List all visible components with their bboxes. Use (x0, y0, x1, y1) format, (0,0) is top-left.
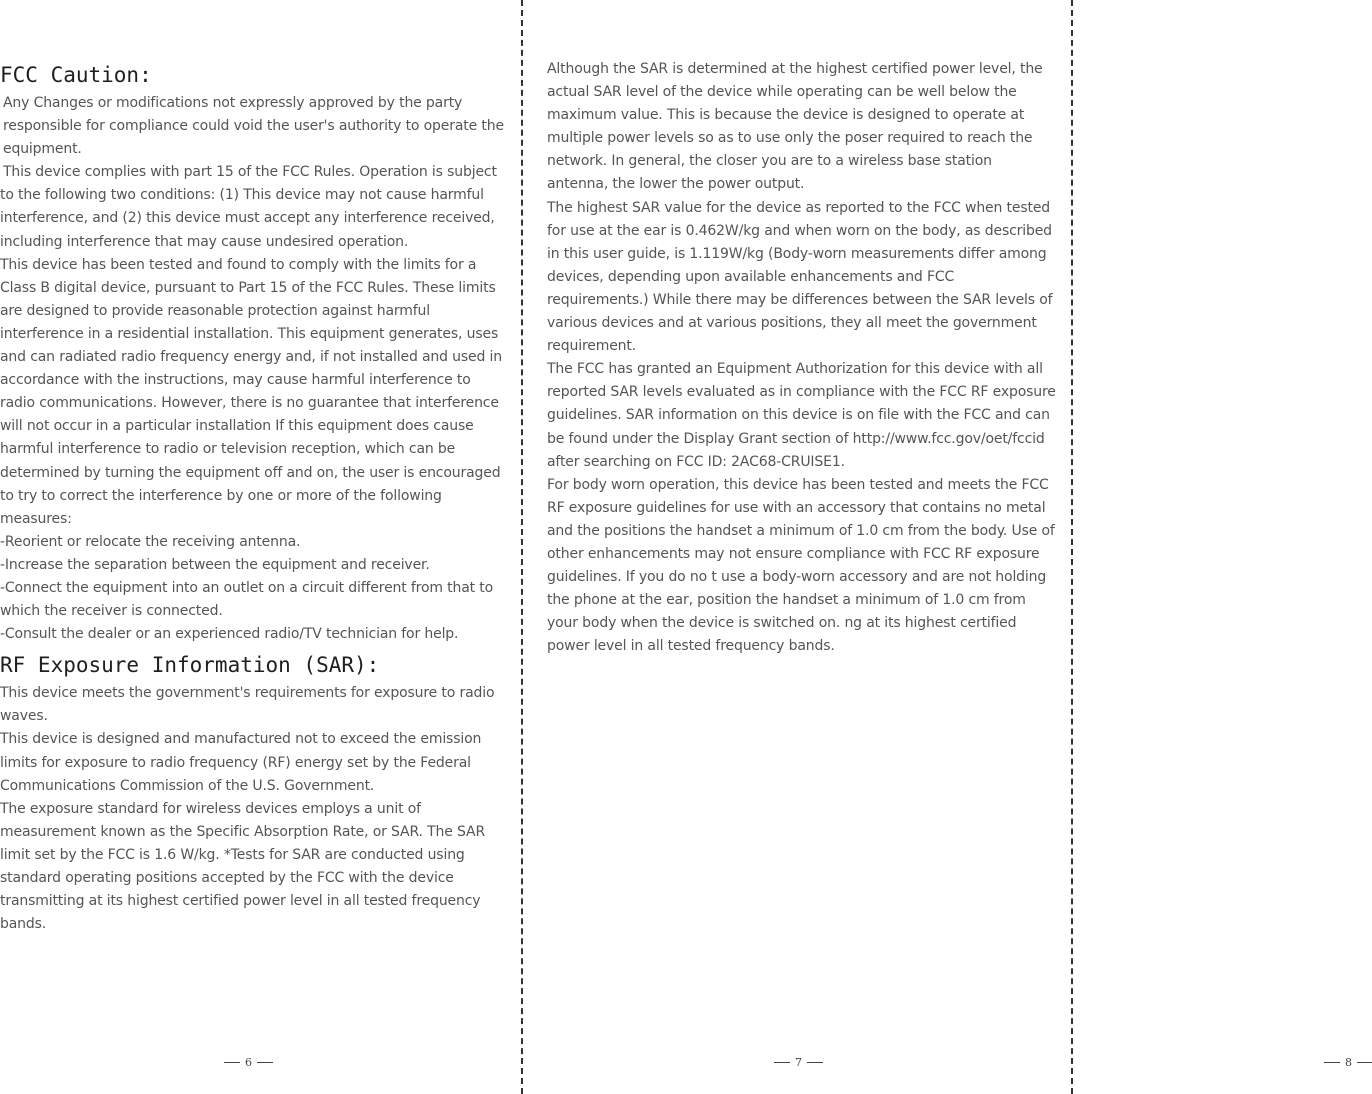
rf-paragraph: This device is designed and manufactured not to exceed the emission limits for exposure to radio frequency (RF) energy set by the Federal Communications Commission of the U.S. Government. (0, 731, 482, 794)
fcc-measure-item: -Reorient or relocate the receiving antenna. (0, 533, 301, 550)
page-number-label: 8 (1345, 1056, 1352, 1069)
fcc-measure-item: -Connect the equipment into an outlet on a circuit different from that to which the receiver is connected. (0, 579, 494, 620)
sar-paragraph: The highest SAR value for the device as reported to the FCC when tested for use at the ear is 0.462W/kg and when worn on the body, as described in this user guide, is 1.119W/kg (Body-worn measurements differ among devices, depending upon available enhancements and FCC requirements.) While there may be differences between the SAR levels of various devices and at various positions, they all meet the government requirement. (547, 199, 1053, 355)
page-number-label: 7 (795, 1056, 802, 1069)
sar-paragraph: Although the SAR is determined at the highest certified power level, the actual SAR level of the device while operating can be well below the maximum value. This is because the device is designed to operate at multiple power levels so as to use only the poser required to reach the network. In general, the closer you are to a wireless base station antenna, the lower the power output. (547, 61, 1043, 193)
rf-exposure-heading: RF Exposure Information (SAR): (0, 653, 380, 678)
fold-line-right (1071, 0, 1073, 1094)
rf-paragraph: This device meets the government's requirements for exposure to radio waves. (0, 685, 495, 725)
page-number-8 (1324, 1056, 1372, 1069)
fcc-measure-item: -Consult the dealer or an experienced radio/TV technician for help. (0, 626, 459, 643)
fold-line-left (521, 0, 523, 1094)
page-number-label: 6 (245, 1056, 252, 1069)
fcc-caution-heading: FCC Caution: (0, 63, 152, 87)
fcc-paragraph: This device has been tested and found to comply with the limits for a Class B digital device, pursuant to Part 15 of the FCC Rules. These limits are designed to provide reasonable protection against harmful interference in a residential installation. This equipment generates, uses and can radiated radio frequency energy and, if not installed and used in accordance with the instructions, may cause harmful interference to radio communications. However, there is no guarantee that interference will not occur in a particular installation If this equipment does cause harmful interference to radio or television reception, which can be determined by turning the equipment off and on, the user is encouraged to try to correct the interference by one or more of the following measures: (0, 256, 503, 527)
page-6-column (0, 61, 506, 936)
rf-paragraph: The exposure standard for wireless devices employs a unit of measurement known as the Specific Absorption Rate, or SAR. The SAR limit set by the FCC is 1.6 W/kg. *Tests for SAR are conducted using standard operating positions accepted by the FCC with the device transmitting at its highest certified power level in all tested frequency bands. (0, 800, 486, 933)
sar-paragraph: For body worn operation, this device has been tested and meets the FCC RF exposure guidelines for use with an accessory that contains no metal and the positions the handset a minimum of 1.0 cm from the body. Use of other enhancements may not ensure compliance with FCC RF exposure guidelines. If you do no t use a body-worn accessory and are not holding the phone at the ear, position the handset a minimum of 1.0 cm from your body when the device is switched on. ng at its highest certified power level in all tested frequency bands. (547, 476, 1055, 655)
page-number-6 (224, 1056, 273, 1069)
fcc-paragraph: Any Changes or modifications not expressly approved by the party responsible for compliance could void the user's authority to operate the equipment. (3, 95, 504, 158)
fcc-paragraph: This device complies with part 15 of the FCC Rules. Operation is subject to the following two conditions: (1) This device may not cause harmful interference, and (2) this device must accept any interference received, including interference that may cause undesired operation. (0, 164, 497, 250)
page-number-7 (774, 1056, 823, 1069)
sar-paragraph: The FCC has granted an Equipment Authorization for this device with all reported SAR levels evaluated as in compliance with the FCC RF exposure guidelines. SAR information on this device is on file with the FCC and can be found under the Display Grant section of http://www.fcc.gov/oet/fccid after searching on FCC ID: 2AC68-CRUISE1. (547, 361, 1056, 470)
page-7-column (547, 58, 1057, 658)
fcc-measure-item: -Increase the separation between the equipment and receiver. (0, 556, 430, 573)
